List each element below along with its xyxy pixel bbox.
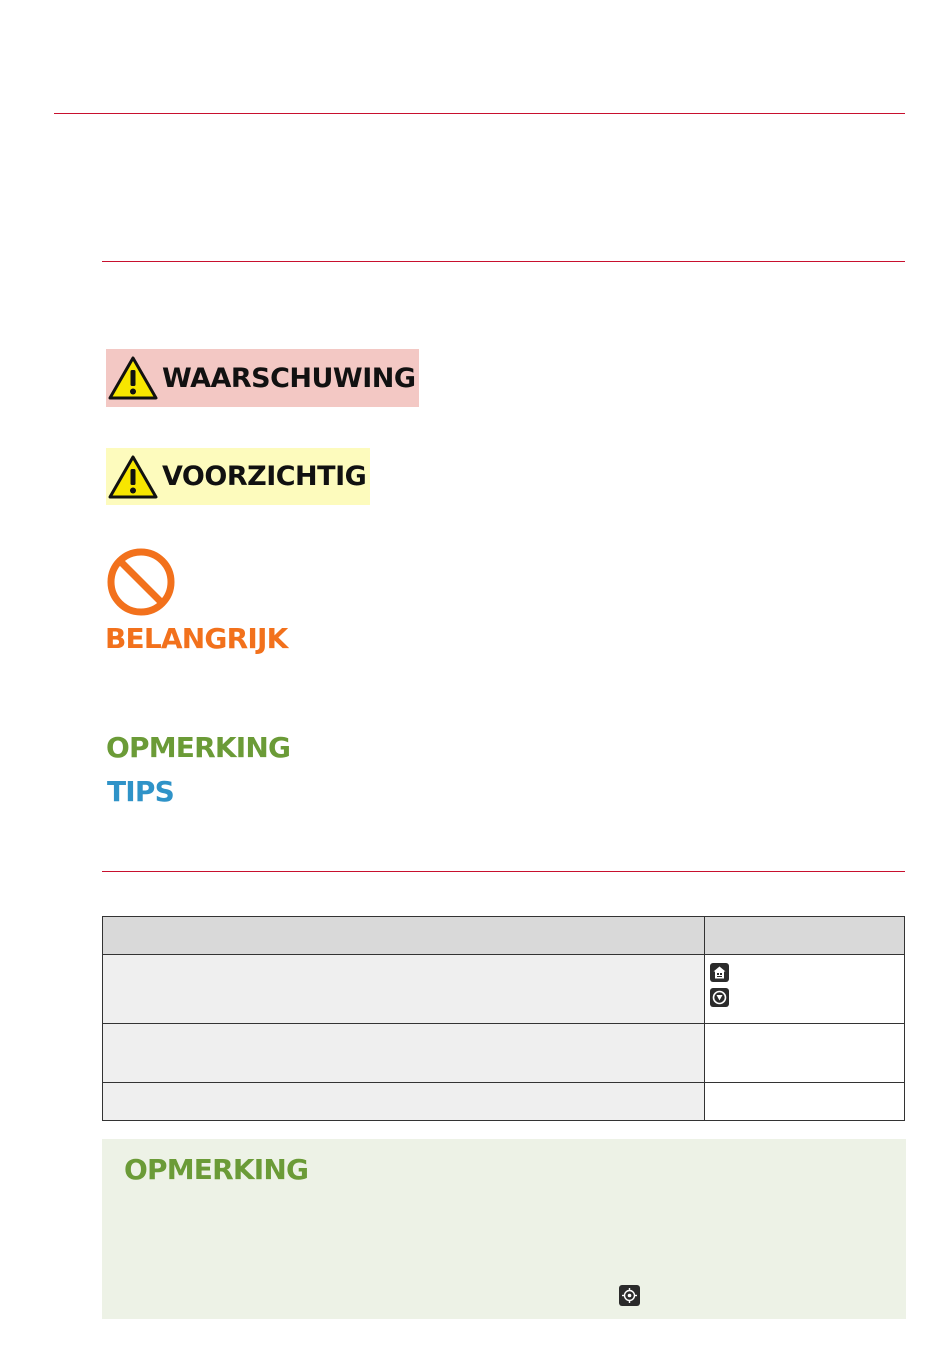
caution-label: VOORZICHTIG [162,461,367,492]
important-label: BELANGRIJK [105,622,288,655]
caution-banner [106,448,370,505]
table-cell [705,955,905,1024]
note-panel-title: OPMERKING [124,1153,309,1186]
table-header-cell [705,917,905,955]
section-rule-2 [102,871,905,872]
warning-banner [106,349,419,407]
note-label: OPMERKING [106,731,291,764]
note-panel [102,1139,906,1319]
settings-key-icon [710,988,729,1007]
header-rule [54,113,905,114]
table-cell [705,1024,905,1083]
section-rule [102,261,905,262]
table-row [103,1083,905,1121]
warning-triangle-icon [108,355,158,401]
table-cell [103,1024,705,1083]
table-row [103,955,905,1024]
table-header-row [103,917,905,955]
prohibited-icon [106,547,176,617]
keys-table [102,916,905,1121]
target-key-icon [619,1285,640,1306]
table-cell [103,1083,705,1121]
caution-triangle-icon [108,454,158,500]
tips-label: TIPS [107,775,175,808]
table-header-cell [103,917,705,955]
home-key-icon [710,963,729,982]
table-row [103,1024,905,1083]
table-cell [103,955,705,1024]
table-cell [705,1083,905,1121]
warning-label: WAARSCHUWING [162,362,416,394]
